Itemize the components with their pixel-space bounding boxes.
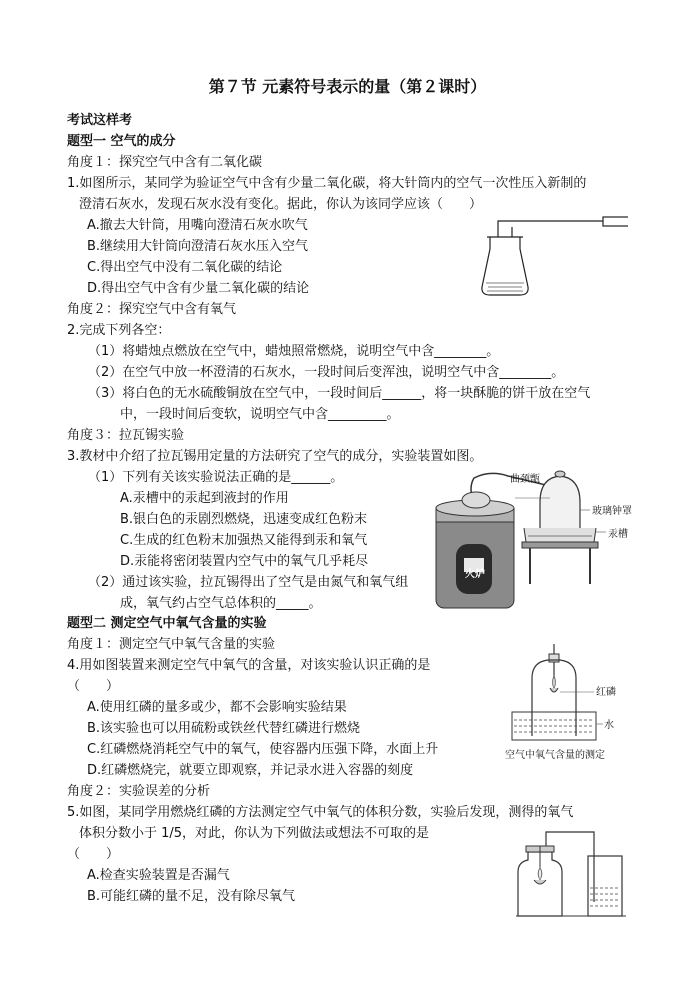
q5-line1: 5.如图，某同学用燃烧红磷的方法测定空气中氧气的体积分数，实验后发现，测得的氧气 [67,805,574,820]
q3-option-a: A.汞槽中的汞起到液封的作用 [120,491,289,506]
q4-option-b: B.该实验也可以用硫粉或铁丝代替红磷进行燃烧 [87,721,361,736]
q3-sub2-line1: （2）通过该实验，拉瓦锡得出了空气是由氮气和氧气组 [88,575,409,590]
lavoisier-apparatus-figure [430,466,630,614]
q2-sub1: （1）将蜡烛点燃放在空气中，蜡烛照常燃烧，说明空气中含________。 [88,344,500,359]
q3-option-c: C.生成的红色粉末加强热又能得到汞和氧气 [120,533,368,548]
type1-angle2: 角度２：探究空气中含有氧气 [67,302,237,317]
q5-line2: 体积分数小于 1/5，对此，你认为下列做法或想法不可取的是 [79,826,430,841]
section-header: 考试这样考 [67,113,133,128]
syringe-flask-figure [478,215,628,305]
q2-sub3-line1: （3）将白色的无水硫酸铜放在空气中，一段时间后______，将一块酥脆的饼干放在空气 [88,386,591,401]
q3-sub1: （1）下列有关该实验说法正确的是______。 [88,470,344,485]
label-furnace: 火炉 [465,569,485,580]
q1-line1: 1.如图所示，某同学为验证空气中含有少量二氧化碳，将大针筒内的空气一次性压入新制的 [67,176,587,191]
type2-heading: 题型二 测定空气中氧气含量的实验 [67,616,267,631]
label-mercury-trough: 汞槽 [608,529,628,540]
q3-stem: 3.教材中介绍了拉瓦锡用定量的方法研究了空气的成分，实验装置如图。 [67,449,483,464]
type2-angle1: 角度１：测定空气中氧气含量的实验 [67,637,276,652]
q4-option-a: A.使用红磷的量多或少，都不会影响实验结果 [87,700,347,715]
q4-line1: 4.用如图装置来测定空气中氧气的含量，对该实验认识正确的是 [67,658,431,673]
q4-option-d: D.红磷燃烧完，就要立即观察，并记录水进入容器的刻度 [87,763,414,778]
figure-caption: 空气中氧气含量的测定 [505,750,605,761]
q1-option-a: A.撤去大针筒，用嘴向澄清石灰水吹气 [87,218,308,233]
phosphorus-bottle-figure [510,826,630,922]
type1-heading: 题型一 空气的成分 [67,134,176,149]
q1-line2: 澄清石灰水，发现石灰水没有变化。据此，你认为该同学应该（ ） [79,197,483,212]
q5-option-a: A.检查实验装置是否漏气 [87,868,230,883]
q2-stem: 2.完成下列各空： [67,323,171,338]
q4-option-c: C.红磷燃烧消耗空气中的氧气，使容器内压强下降，水面上升 [87,742,439,757]
label-red-phosphorus: 红磷 [596,687,616,698]
q5-line3: （ ） [67,847,120,862]
q4-line2: （ ） [67,679,120,694]
q2-sub2: （2）在空气中放一杯澄清的石灰水，一段时间后变浑浊，说明空气中含________。 [88,365,565,380]
type1-angle1: 角度１：探究空气中含有二氧化碳 [67,155,263,170]
page-title: 第７节 元素符号表示的量（第２课时） [208,77,487,96]
q2-sub3-line2: 中，一段时间后变软，说明空气中含_________。 [120,407,400,422]
label-water: 水 [604,720,614,731]
type1-angle3: 角度３：拉瓦锡实验 [67,428,185,443]
q5-option-b: B.可能红磷的量不足，没有除尽氧气 [87,889,296,904]
q1-option-d: D.得出空气中含有少量二氧化碳的结论 [87,281,310,296]
label-retort: 曲颈甑 [510,474,540,485]
q3-sub2-line2: 成，氧气约占空气总体积的_____。 [120,596,322,611]
q1-option-c: C.得出空气中没有二氧化碳的结论 [87,260,283,275]
label-bell-jar: 玻璃钟罩 [592,506,632,517]
q3-option-b: B.银白色的汞剧烈燃烧，迅速变成红色粉末 [120,512,368,527]
type2-angle2: 角度２：实验误差的分析 [67,784,211,799]
q3-option-d: D.汞能将密闭装置内空气中的氧气几乎耗尽 [120,554,369,569]
q1-option-b: B.继续用大针筒向澄清石灰水压入空气 [87,239,309,254]
